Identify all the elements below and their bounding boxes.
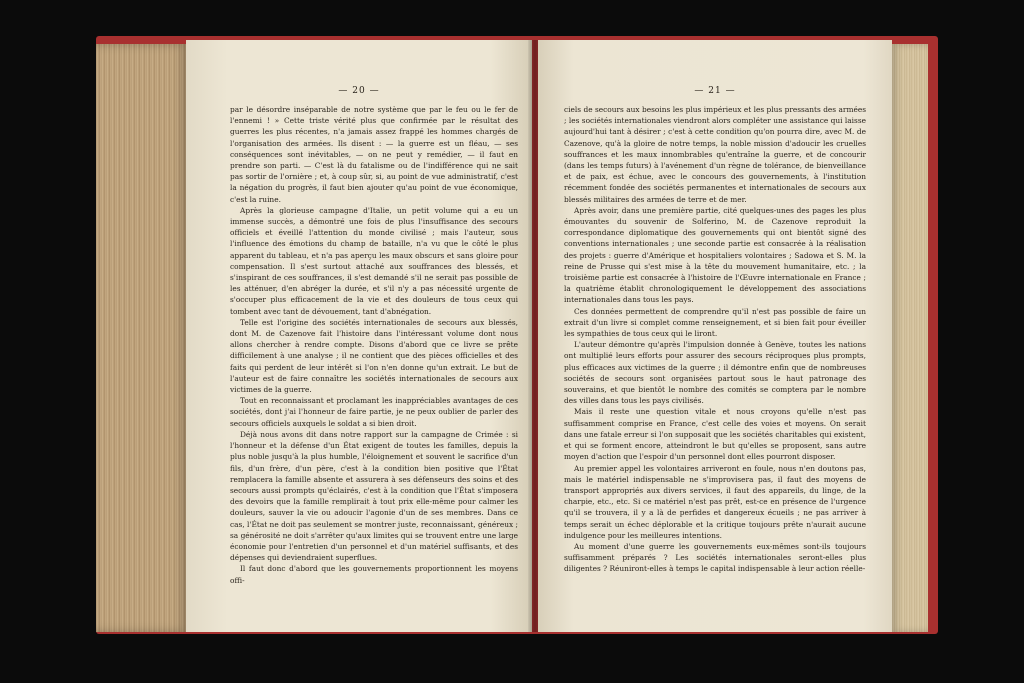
paragraph: Ces données permettent de comprendre qu'il n'est pas possible de faire un extrait d'un livre si complet comme renseignement, et si bien fait pour éveiller les sympathies de tous ceux qui le liront.: [564, 306, 866, 339]
paragraph: ciels de secours aux besoins les plus impérieux et les plus pressants des armées ; les sociétés internationales viendront alors compléter une assistance qui laisse aujourd'hui tant à désirer ; c'est à cette condition qu'on pourra dire, avec M. de Cazenove, qu'à la gloire de notre temps, la noble mission d'adoucir les cruelles souffrances et les maux innombrables qu'entraîne la guerre, et de concourir (dans les temps futurs) à l'avénement d'un règne de tolérance, de bienveillance et de paix, est échue, avec le concours des gouvernements, à l'institution récemment fondée des sociétés permanentes et internationales de secours aux blessés militaires des armées de terre et de mer.: [564, 105, 866, 204]
paragraph: Mais il reste une question vitale et nous croyons qu'elle n'est pas suffisamment comprise en France, c'est celle des voies et moyens. On serait dans une fatale erreur si l'on supposait que les sociétés charitables qui existent, et qui se forment encore, atteindront le but qu'elles se proposent, sans autre moyen d'action que l'espoir d'un personnel dont elles pourront disposer.: [564, 407, 866, 462]
page-edges-left: [96, 44, 188, 632]
paragraph: Tout en reconnaissant et proclamant les inappréciables avantages de ces sociétés, dont j'ai l'honneur de faire partie, je ne peux oublier de parler des secours officiels auxquels le soldat a si bien droit.: [230, 396, 518, 428]
left-page-number: — 20 —: [338, 86, 380, 96]
paragraph: Au premier appel les volontaires arriveront en foule, nous n'en doutons pas, mais le matériel indispensable ne s'improvisera pas, il faut des moyens de transport appropriés aux divers services, il faut des appareils, du linge, de la charpie, etc., etc. Si ce matériel n'est pas prêt, est-ce en présence de l'urgence qu'il se trouvera, il y a là de perfides et dangereux écueils ; ne pas arriver à temps serait un échec déplorable et la critique toujours prête n'aurait aucune indulgence pour les meilleures intentions.: [564, 463, 866, 540]
paragraph: Après la glorieuse campagne d'Italie, un petit volume qui a eu un immense succès, a démontré une fois de plus l'insuffisance des secours officiels et éveillé l'attention du monde civilisé ; mais l'auteur, sous l'influence des émotions du champ de bataille, n'a vu que le côté le plus apparent du tableau, et n'a pas aperçu les maux obscurs et sans gloire pour compensation. Il s'est surtout attaché aux souffrances des blessés, et s'inspirant de ces souffrances, il s'est demandé s'il ne serait pas possible de les atténuer, d'en abréger la durée, et s'il n'y a pas nécessité urgente de s'occuper plus efficacement de la vie et des douleurs de tous ceux qui tombent avec tant de dévouement, tant d'abnégation.: [230, 205, 518, 316]
paragraph: Au moment d'une guerre les gouvernements eux-mêmes sont-ils toujours suffisamment préparés ? Les sociétés internationales seront-elles plus diligentes ? Réuniront-elles à temps le capital indispensable à leur action réelle-: [564, 541, 866, 574]
left-page: [186, 40, 532, 632]
paragraph: Il faut donc d'abord que les gouvernements proportionnent les moyens offi-: [230, 564, 518, 585]
paragraph: Après avoir, dans une première partie, cité quelques-unes des pages les plus émouvantes du souvenir de Solferino, M. de Cazenove reproduit la correspondance diplomatique des gouvernements qui ont bientôt signé des conventions internationales ; une seconde partie est consacrée à la réalisation des projets : guerre d'Amérique et hospitaliers volontaires ; Sadowa et S. M. la reine de Prusse qui s'est mise à la tête du mouvement humanitaire, etc. ; la troisième partie est consacrée à l'histoire de l'Œuvre internationale en France ; la quatrième établit chronologiquement le développement des associations internationales dans tous les pays.: [564, 205, 866, 305]
right-page: [538, 40, 892, 632]
paragraph: Déjà nous avons dit dans notre rapport sur la campagne de Crimée : si l'honneur et la défense d'un État exigent de toutes les familles, depuis la plus noble jusqu'à la plus humble, l'éloignement et souvent le sacrifice d'un fils, d'un frère, d'un père, c'est à la condition bien positive que l'État remplacera la famille absente et assurera à ses défenseurs des soins et des secours aussi prompts qu'éclairés, c'est à la condition que l'État s'imposera des devoirs que la famille remplirait à tout prix elle-même pour calmer les douleurs, sauver la vie ou adoucir l'agonie d'un de ses membres. Dans ce cas, l'État ne doit pas seulement se montrer juste, reconnaissant, généreux ; sa générosité ne doit s'arrêter qu'aux limites qui se trouvent entre une large économie pour l'entretien d'un personnel et d'un matériel suffisants, et des dépenses qui deviendraient superflues.: [230, 429, 518, 563]
left-page-text: [230, 104, 518, 616]
page-edges-right: [890, 44, 928, 632]
right-page-text: [564, 104, 866, 616]
paragraph: Telle est l'origine des sociétés internationales de secours aux blessés, dont M. de Cazenove fait l'histoire dans l'intéressant volume dont nous allons chercher à rendre compte. Disons d'abord que ce livre se prête difficilement à une analyse ; il ne contient que des pièces officielles et des faits qui perdent de leur intérêt si l'on n'en donne qu'un extrait. Le but de l'auteur est de faire connaître les sociétés internationales de secours aux victimes de la guerre.: [230, 317, 518, 395]
right-page-number: — 21 —: [694, 86, 736, 96]
paragraph: par le désordre inséparable de notre système que par le feu ou le fer de l'ennemi ! » Cette triste vérité plus que confirmée par le résultat des guerres les plus récentes, n'a jamais assez frappé les hommes chargés de l'organisation des armées. Ils disent : — la guerre est un fléau, — ses conséquences sont inévitables, — on ne peut y remédier, — il faut en prendre son parti. — C'est là du fatalisme ou de l'indifférence qui ne sait pas sortir de l'ornière ; et, à coup sûr, si, au point de vue administratif, c'est la négation du progrès, il faut bien ajouter qu'au point de vue économique, c'est la ruine.: [230, 105, 518, 204]
paragraph: L'auteur démontre qu'après l'impulsion donnée à Genève, toutes les nations ont multiplié leurs efforts pour assurer des secours réciproques plus prompts, plus efficaces aux victimes de la guerre ; il démontre enfin que de nombreuses sociétés de secours sont organisées partout sous le haut patronage des souverains, et que bientôt le nombre des comités se comptera par le nombre des villes dans tous les pays civilisés.: [564, 340, 866, 406]
